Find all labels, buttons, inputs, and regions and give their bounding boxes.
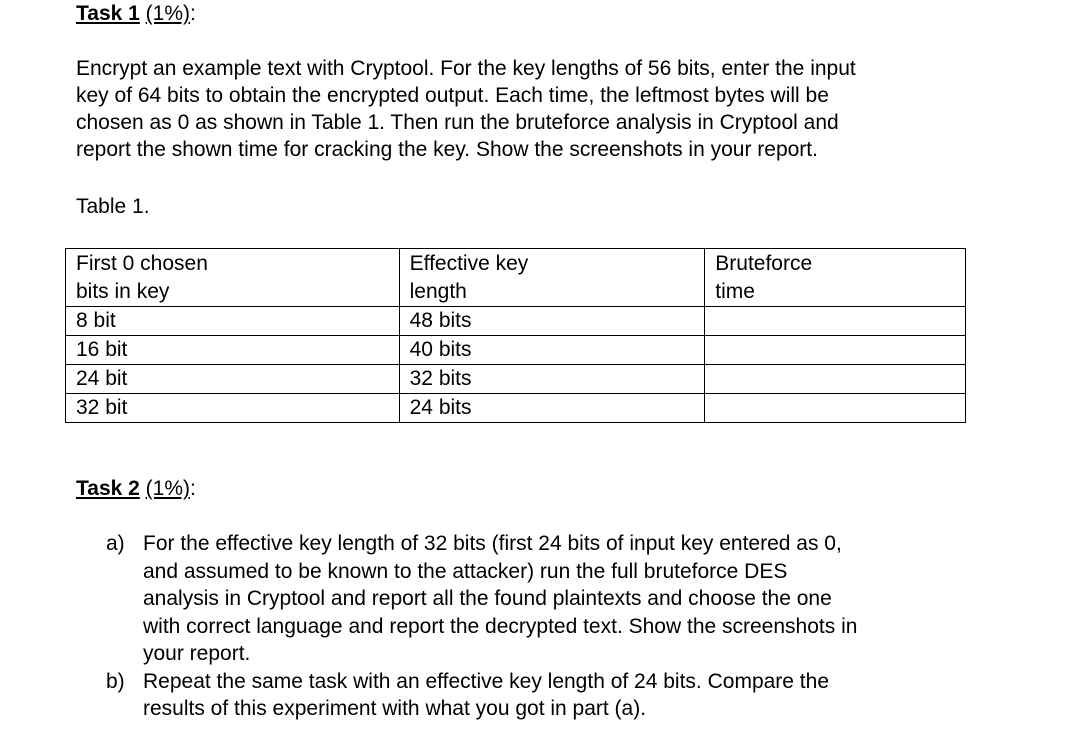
table-caption: Table 1. xyxy=(76,195,150,218)
header-text: Bruteforce xyxy=(715,252,813,275)
header-text: time xyxy=(715,280,755,303)
list-item xyxy=(106,668,857,723)
task1-paragraph xyxy=(76,55,996,163)
task1-colon: : xyxy=(190,2,196,25)
list-item-line: your report. xyxy=(143,642,251,665)
task2-heading xyxy=(76,477,196,501)
task2-list xyxy=(106,530,857,723)
task2-colon: : xyxy=(190,477,196,500)
list-item-line: with correct language and report the decrypted text. Show the screenshots in xyxy=(143,614,858,638)
list-item-line: results of this experiment with what you got in part (a). xyxy=(143,697,647,720)
table-cell xyxy=(705,394,966,423)
table-cell: 24 bits xyxy=(399,394,705,423)
table-cell: 32 bit xyxy=(66,394,400,423)
table-cell: 8 bit xyxy=(66,307,400,336)
table-header-cell xyxy=(399,249,705,307)
list-marker: b) xyxy=(106,669,125,693)
table-header-cell xyxy=(66,249,400,307)
list-item-line: For the effective key length of 32 bits (first 24 bits of input key entered as 0, xyxy=(143,532,842,555)
task1-paragraph-line: Encrypt an example text with Cryptool. For the key lengths of 56 bits, enter the input xyxy=(76,57,856,80)
table-row xyxy=(66,336,966,365)
table-row xyxy=(66,307,966,336)
list-item xyxy=(106,530,857,668)
header-text: First 0 chosen xyxy=(76,252,208,275)
table-row xyxy=(66,365,966,394)
task2-title: Task 2 xyxy=(76,477,140,500)
list-marker: a) xyxy=(106,532,125,555)
table-cell: 48 bits xyxy=(399,307,705,336)
table-cell: 32 bits xyxy=(399,365,705,394)
task1-paragraph-line: key of 64 bits to obtain the encrypted output. Each time, the leftmost bytes will be xyxy=(76,84,829,107)
task1-heading xyxy=(76,2,196,26)
key-length-table xyxy=(65,248,966,423)
table-cell xyxy=(705,365,966,394)
table-row xyxy=(66,394,966,423)
task2-weight: (1%) xyxy=(145,477,191,500)
table-cell: 16 bit xyxy=(66,336,400,365)
table-cell xyxy=(705,307,966,336)
header-text: bits in key xyxy=(76,280,170,303)
header-text: length xyxy=(409,280,467,303)
table-cell xyxy=(705,336,966,365)
task1-paragraph-line: report the shown time for cracking the key. Show the screenshots in your report. xyxy=(76,138,818,161)
list-item-line: analysis in Cryptool and report all the found plaintexts and choose the one xyxy=(143,587,832,610)
task1-paragraph-line: chosen as 0 as shown in Table 1. Then run the bruteforce analysis in Cryptool and xyxy=(76,111,839,134)
task1-title: Task 1 xyxy=(76,2,140,25)
header-text: Effective key xyxy=(409,252,529,275)
table-cell: 40 bits xyxy=(399,336,705,365)
list-item-line: and assumed to be known to the attacker) run the full bruteforce DES xyxy=(143,559,788,583)
table-header-row xyxy=(66,249,966,307)
table-cell: 24 bit xyxy=(66,365,400,394)
task1-weight: (1%) xyxy=(145,2,191,25)
list-item-line: Repeat the same task with an effective key length of 24 bits. Compare the xyxy=(143,669,829,693)
table-header-cell xyxy=(705,249,966,307)
